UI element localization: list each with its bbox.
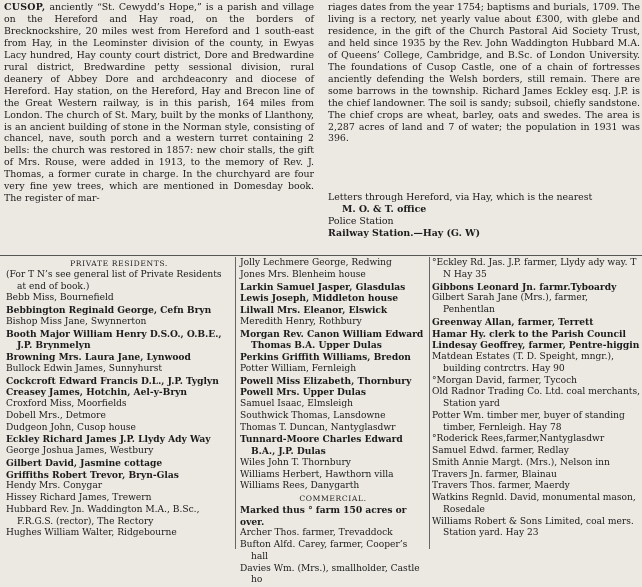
- resident-entry: Jolly Lechmere George, Redwing: [240, 258, 426, 270]
- section-divider: [0, 255, 642, 256]
- directory-column-3: [432, 258, 640, 540]
- resident-entry: Hendy Mrs. Conygar: [6, 481, 232, 493]
- commercial-entry: °Eckley Rd. Jas. J.P. farmer, Llydy ady way. T N Hay 35: [432, 258, 640, 282]
- police-station: Police Station: [328, 216, 640, 228]
- resident-entry: Powell Miss Elizabeth, Thornbury: [240, 376, 426, 388]
- letters-line: Letters through Hereford, via Hay, which is the nearest: [328, 192, 640, 204]
- commercial-entry: Hamar Hy. clerk to the Parish Council: [432, 329, 640, 341]
- resident-entry: George Joshua James, Westbury: [6, 446, 232, 458]
- resident-entry: Creasey James, Hotchin, Ael-y-Bryn: [6, 387, 232, 399]
- commercial-entry: Greenway Allan, farmer, Terrett: [432, 317, 640, 329]
- intro-text-right: riages dates from the year 1754; baptisms and burials, 1709. The living is a rectory, net yearly value about £300, with glebe and residence, in the gift of the Church Pastoral Aid Society Trust, and held since 1935 by the Rev. John Waddington Hubbard M.A. of Queens’ College, Cambridge, and B.Sc. of London University. The foundations of Cusop Castle, one of a chain of fortresses anciently defending the Welsh borders, still remain. There are some barrows in the township. Richard James Eckley esq. J.P. is the chief landowner. The soil is sandy; subsoil, chiefly sandstone. The chief crops are wheat, barley, oats and swedes. The area is 2,287 acres of land and 7 of water; the population in 1931 was 396.: [328, 2, 640, 144]
- commercial-entry: Old Radnor Trading Co. Ltd. coal merchants, Station yard: [432, 387, 640, 411]
- resident-entry: Tunnard-Moore Charles Edward B.A., J.P. Dulas: [240, 434, 426, 458]
- resident-entry: Perkins Griffith Williams, Bredon: [240, 352, 426, 364]
- postal-info: [328, 192, 640, 240]
- intro-paragraph-left: [4, 2, 314, 205]
- commercial-entry: Davies Wm. (Mrs.), smallholder, Castle ho: [240, 564, 426, 587]
- commercial-entry: Gibbons Leonard Jn. farmr.Tyboardy: [432, 282, 640, 294]
- commercial-entry: Potter Wm. timber mer, buyer of standing timber, Fernleigh. Hay 78: [432, 411, 640, 435]
- column-divider-1: [235, 257, 236, 549]
- resident-entry: Williams Herbert, Hawthorn villa: [240, 470, 426, 482]
- resident-entry: Larkin Samuel Jasper, Glasdulas: [240, 282, 426, 294]
- column-divider-2: [429, 257, 430, 549]
- directory-column-1: [6, 258, 232, 540]
- commercial-entry: Travers Thos. farmer, Maerdy: [432, 481, 640, 493]
- resident-entry: Dudgeon John, Cusop house: [6, 423, 232, 435]
- resident-entry: Powell Mrs. Upper Dulas: [240, 387, 426, 399]
- resident-entry: Bullock Edwin James, Sunnyhurst: [6, 364, 232, 376]
- resident-entry: Croxford Miss, Moorfields: [6, 399, 232, 411]
- resident-entry: Bebbington Reginald George, Cefn Bryn: [6, 305, 232, 317]
- resident-entry: Meredith Henry, Rothbury: [240, 317, 426, 329]
- resident-entry: Hughes William Walter, Ridgebourne: [6, 528, 232, 540]
- private-residents-note: (For T N’s see general list of Private Residents at end of book.): [6, 270, 232, 294]
- money-order-office: M. O. & T. office: [328, 204, 640, 216]
- commercial-entry: Samuel Edwd. farmer, Redlay: [432, 446, 640, 458]
- commercial-entry: °Morgan David, farmer, Tycoch: [432, 376, 640, 388]
- commercial-entry: Travers Jn. farmer, Blainau: [432, 470, 640, 482]
- commercial-entry: Matdean Estates (T. D. Speight, mngr.), building contrctrs. Hay 90: [432, 352, 640, 376]
- resident-entry: Thomas T. Duncan, Nantyglasdwr: [240, 423, 426, 435]
- resident-entry: Bishop Miss Jane, Swynnerton: [6, 317, 232, 329]
- resident-entry: Lilwall Mrs. Eleanor, Elswick: [240, 305, 426, 317]
- resident-entry: Dobell Mrs., Detmore: [6, 411, 232, 423]
- commercial-list-1: [240, 528, 426, 587]
- resident-entry: Bebb Miss, Bournefield: [6, 293, 232, 305]
- commercial-heading: COMMERCIAL.: [240, 493, 426, 505]
- resident-entry: Browning Mrs. Laura Jane, Lynwood: [6, 352, 232, 364]
- resident-entry: Southwick Thomas, Lansdowne: [240, 411, 426, 423]
- railway-station: Railway Station.—Hay (G. W): [328, 228, 640, 240]
- resident-entry: Booth Major William Henry D.S.O., O.B.E., J.P. Brynmelyn: [6, 329, 232, 353]
- commercial-entry: °Roderick Rees,farmer,Nantyglasdwr: [432, 434, 640, 446]
- commercial-entry: Watkins Regnld. David, monumental mason, Rosedale: [432, 493, 640, 517]
- commercial-entry: Archer Thos. farmer, Trevaddock: [240, 528, 426, 540]
- resident-entry: Griffiths Robert Trevor, Bryn-Glas: [6, 470, 232, 482]
- commercial-entry: Smith Annie Margt. (Mrs.), Nelson inn: [432, 458, 640, 470]
- commercial-entry: Lindesay Geoffrey, farmer, Pentre-higgin: [432, 340, 640, 352]
- resident-entry: Eckley Richard James J.P. Llydy Ady Way: [6, 434, 232, 446]
- resident-entry: Hissey Richard James, Trewern: [6, 493, 232, 505]
- resident-entry: Jones Mrs. Blenheim house: [240, 270, 426, 282]
- commercial-list-2: [432, 258, 640, 540]
- resident-entry: Potter William, Fernleigh: [240, 364, 426, 376]
- resident-entry: Cockcroft Edward Francis D.L., J.P. Tyglyn: [6, 376, 232, 388]
- commercial-entry: Bufton Alfd. Carey, farmer, Cooper’s hall: [240, 540, 426, 564]
- commercial-entry: Williams Robert & Sons Limited, coal mers. Station yard. Hay 23: [432, 517, 640, 541]
- commercial-note: Marked thus ° farm 150 acres or over.: [240, 505, 426, 529]
- resident-list-1: [6, 293, 232, 540]
- resident-entry: Gilbert David, Jasmine cottage: [6, 458, 232, 470]
- commercial-entry: Gilbert Sarah Jane (Mrs.), farmer, Penhentlan: [432, 293, 640, 317]
- intro-paragraph-right: [328, 2, 640, 145]
- parish-name: CUSOP,: [4, 2, 45, 13]
- resident-entry: Wiles John T. Thornbury: [240, 458, 426, 470]
- resident-list-2: [240, 258, 426, 493]
- resident-entry: Morgan Rev. Canon William Edward Thomas B.A. Upper Dulas: [240, 329, 426, 353]
- resident-entry: Samuel Isaac, Elmsleigh: [240, 399, 426, 411]
- intro-text-left: anciently “St. Cewydd’s Hope,” is a parish and village on the Hereford and Hay road, on the borders of Brecknockshire, 20 miles west from Hereford and 1 south-east from Hay, in the Leominster division of the county, in Ewyas Lacy hundred, Hay county court district, Dore and Bredwardine rural district, Bredwardine petty sessional division, rural deanery of Abbey Dore and archdeaconry and diocese of Hereford. Hay station, on the Hereford, Hay and Brecon line of the Great Western railway, is in this parish, 164 miles from London. The church of St. Mary, built by the monks of Llanthony, is an ancient building of stone in the Norman style, consisting of chancel, nave, south porch and a western turret containing 2 bells: the church was restored in 1857: new choir stalls, the gift of Mrs. Rouse, were added in 1913, to the memory of Rev. J. Thomas, a former curate in charge. In the churchyard are four very fine yew trees, which are mentioned in Domesday book. The register of mar-: [4, 2, 314, 204]
- resident-entry: Williams Rees, Danygarth: [240, 481, 426, 493]
- resident-entry: Lewis Joseph, Middleton house: [240, 293, 426, 305]
- private-residents-heading: PRIVATE RESIDENTS.: [6, 258, 232, 270]
- directory-column-2: [240, 258, 426, 587]
- resident-entry: Hubbard Rev. Jn. Waddington M.A., B.Sc., F.R.G.S. (rector), The Rectory: [6, 505, 232, 529]
